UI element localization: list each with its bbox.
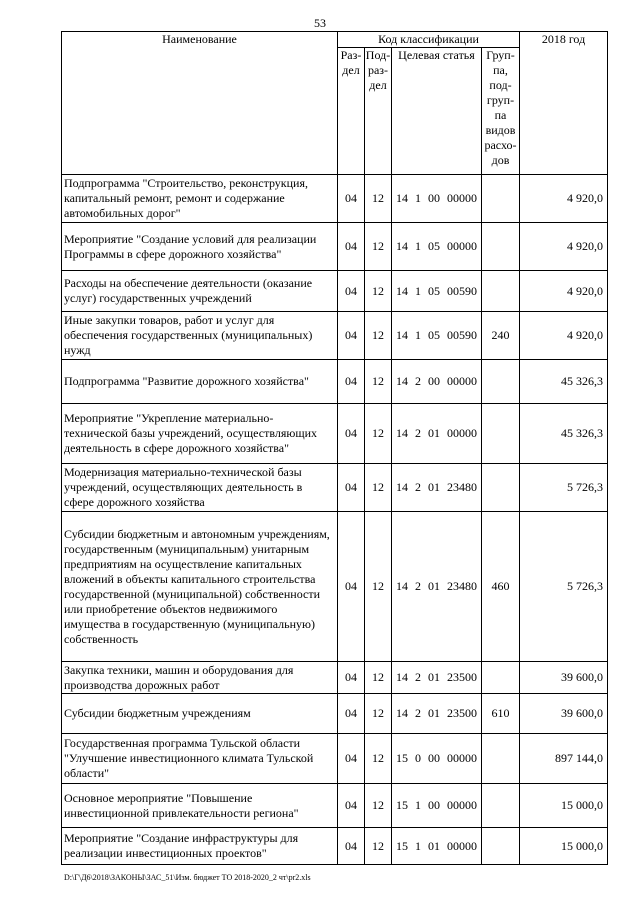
row-name: Иные закупки товаров, работ и услуг для обеспечения государственных (муниципальных) нужд [62,312,338,360]
row-target-article [392,360,482,404]
row-subsection: 12 [365,784,392,828]
target-direction: 23480 [447,480,477,494]
target-direction: 23500 [447,670,477,684]
row-section: 04 [338,694,365,734]
row-amount: 45 326,3 [520,404,608,464]
row-amount: 15 000,0 [520,784,608,828]
target-event: 00 [428,374,440,388]
row-expense-group: 240 [482,312,520,360]
target-program: 14 [396,239,408,253]
target-program: 14 [396,670,408,684]
target-event: 05 [428,239,440,253]
table-row [62,512,608,662]
row-name: Государственная программа Тульской области "Улучшение инвестиционного климата Тульской области" [62,734,338,784]
target-subprogram: 2 [415,579,421,593]
row-section: 04 [338,662,365,694]
table-row [62,464,608,512]
row-subsection: 12 [365,464,392,512]
header-name: Наименование [62,32,338,175]
row-section: 04 [338,223,365,271]
row-subsection: 12 [365,271,392,312]
row-amount: 15 000,0 [520,828,608,865]
table-row [62,223,608,271]
target-subprogram: 2 [415,480,421,494]
header-subsection: Под- раз- дел [365,48,392,175]
target-direction: 00000 [447,751,477,765]
table-row [62,734,608,784]
table-row [62,175,608,223]
target-program: 15 [396,798,408,812]
row-name: Модернизация материально-технической базы учреждений, осуществляющих деятельность в сфере дорожного хозяйства [62,464,338,512]
target-direction: 00590 [447,283,477,298]
row-target-article [392,734,482,784]
row-subsection: 12 [365,223,392,271]
target-event: 01 [428,838,440,853]
row-name: Расходы на обеспечение деятельности (оказание услуг) государственных учреждений [62,271,338,312]
row-expense-group [482,404,520,464]
row-expense-group: 610 [482,694,520,734]
row-subsection: 12 [365,734,392,784]
target-program: 14 [396,480,408,494]
header-classification-code: Код классификации [338,32,520,48]
file-path-footer: D:\Г\Д6\2018\ЗАКОНЫ\ЗАС_51\Изм. бюджет ТО 2018-2020_2 чт\pr2.xls [64,873,311,882]
row-expense-group [482,360,520,404]
row-section: 04 [338,404,365,464]
row-name: Субсидии бюджетным учреждениям [62,694,338,734]
target-event: 01 [428,706,440,720]
row-amount: 5 726,3 [520,512,608,662]
page-number: 53 [314,16,326,30]
target-subprogram: 1 [415,798,421,812]
row-amount: 4 920,0 [520,175,608,223]
target-program: 14 [396,706,408,720]
row-name: Закупка техники, машин и оборудования для производства дорожных работ [62,662,338,694]
row-section: 04 [338,734,365,784]
target-direction: 23500 [447,706,477,720]
target-event: 00 [428,191,440,205]
target-subprogram: 0 [415,751,421,765]
row-name: Мероприятие "Создание условий для реализации Программы в сфере дорожного хозяйства" [62,223,338,271]
target-direction: 00000 [447,798,477,812]
target-subprogram: 1 [415,191,421,205]
row-expense-group: 460 [482,512,520,662]
row-subsection: 12 [365,828,392,865]
target-subprogram: 2 [415,670,421,684]
table-row [62,312,608,360]
row-name: Подпрограмма "Строительство, реконструкция, капитальный ремонт, ремонт и содержание автомобильных дорог" [62,175,338,223]
row-amount: 4 920,0 [520,223,608,271]
row-expense-group [482,734,520,784]
table-row [62,694,608,734]
header-section: Раз- дел [338,48,365,175]
row-amount: 45 326,3 [520,360,608,404]
row-section: 04 [338,512,365,662]
table-row [62,784,608,828]
target-event: 01 [428,670,440,684]
row-expense-group [482,662,520,694]
row-name: Мероприятие "Укрепление материально-технической базы учреждений, осуществляющих деятельность в сфере дорожного хозяйства" [62,404,338,464]
row-section: 04 [338,175,365,223]
target-program: 14 [396,191,408,205]
row-subsection: 12 [365,312,392,360]
target-program: 15 [396,751,408,765]
row-subsection: 12 [365,694,392,734]
header-year: 2018 год [520,32,608,175]
row-amount: 4 920,0 [520,271,608,312]
row-target-article [392,828,482,865]
target-program: 14 [396,374,408,388]
row-section: 04 [338,464,365,512]
row-subsection: 12 [365,662,392,694]
budget-table [61,31,608,865]
target-direction: 00000 [447,191,477,205]
target-direction: 00000 [447,374,477,388]
target-direction: 00000 [447,838,477,853]
table-row [62,662,608,694]
row-name: Основное мероприятие "Повышение инвестиционной привлекательности региона" [62,784,338,828]
header-target-article: Целевая статья [392,48,482,175]
row-section: 04 [338,271,365,312]
table-row [62,271,608,312]
row-section: 04 [338,312,365,360]
row-section: 04 [338,828,365,865]
row-section: 04 [338,360,365,404]
row-target-article [392,223,482,271]
target-event: 00 [428,751,440,765]
target-event: 00 [428,798,440,812]
target-program: 15 [396,838,408,853]
table-row [62,404,608,464]
row-expense-group [482,784,520,828]
row-target-article [392,271,482,312]
row-name: Мероприятие "Создание инфраструктуры для реализации инвестиционных проектов" [62,828,338,865]
row-expense-group [482,271,520,312]
row-amount: 5 726,3 [520,464,608,512]
header-expense-group: Груп- па, под- груп- па видов расхо- дов [482,48,520,175]
row-section: 04 [338,784,365,828]
row-target-article [392,662,482,694]
row-subsection: 12 [365,512,392,662]
target-event: 05 [428,328,440,342]
row-target-article [392,175,482,223]
table-row [62,828,608,865]
row-expense-group [482,828,520,865]
row-target-article [392,694,482,734]
row-name: Субсидии бюджетным и автономным учреждениям, государственным (муниципальным) унитарным предприятиям на осуществление капитальных вложений в объекты капитального строительства государственной (муниципальной) собственности или приобретение объектов недвижимого имущества в государственную (муниципальную) собственность [62,512,338,662]
row-target-article [392,404,482,464]
row-amount: 39 600,0 [520,694,608,734]
row-subsection: 12 [365,360,392,404]
row-target-article [392,784,482,828]
target-subprogram: 1 [415,838,421,853]
row-subsection: 12 [365,175,392,223]
row-target-article [392,512,482,662]
target-subprogram: 1 [415,328,421,342]
row-target-article [392,312,482,360]
row-amount: 39 600,0 [520,662,608,694]
target-direction: 00000 [447,426,477,440]
target-program: 14 [396,283,408,298]
row-name: Подпрограмма "Развитие дорожного хозяйства" [62,360,338,404]
target-program: 14 [396,426,408,440]
row-expense-group [482,464,520,512]
row-expense-group [482,223,520,271]
target-direction: 00590 [447,328,477,342]
target-subprogram: 2 [415,706,421,720]
target-subprogram: 2 [415,374,421,388]
target-subprogram: 1 [415,283,421,298]
target-event: 05 [428,283,440,298]
target-direction: 00000 [447,239,477,253]
row-amount: 897 144,0 [520,734,608,784]
row-target-article [392,464,482,512]
row-subsection: 12 [365,404,392,464]
target-event: 01 [428,480,440,494]
target-program: 14 [396,328,408,342]
target-program: 14 [396,579,408,593]
row-amount: 4 920,0 [520,312,608,360]
target-subprogram: 2 [415,426,421,440]
table-row [62,360,608,404]
target-event: 01 [428,426,440,440]
target-subprogram: 1 [415,239,421,253]
target-direction: 23480 [447,579,477,593]
target-event: 01 [428,579,440,593]
row-expense-group [482,175,520,223]
